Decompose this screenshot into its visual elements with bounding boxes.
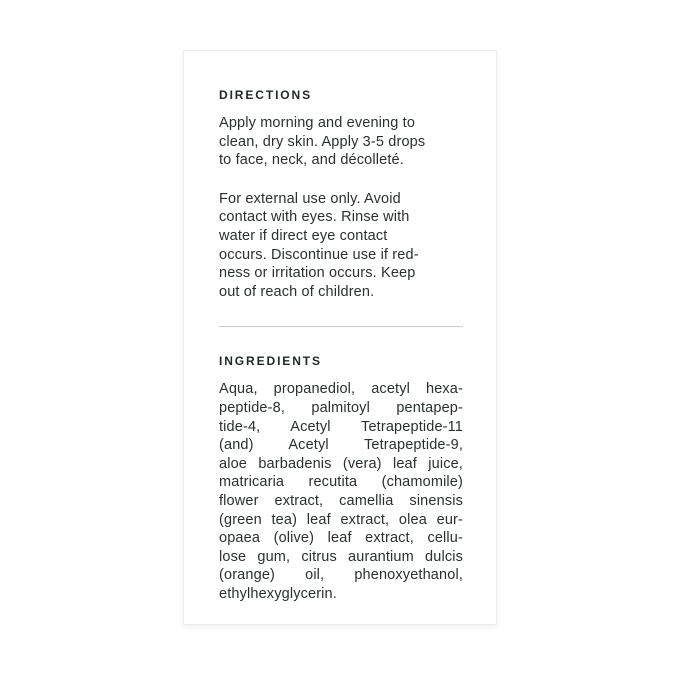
directions-section xyxy=(219,88,463,301)
text-line: (and) Acetyl Tetrapeptide-9, xyxy=(219,437,463,454)
text-line: out of reach of children. xyxy=(219,283,375,300)
text-line: matricaria recutita (chamomile) xyxy=(219,474,463,491)
text-line: Apply morning and evening to xyxy=(219,115,416,131)
text-line: (green tea) leaf extract, olea eur- xyxy=(219,511,463,528)
directions-heading: DIRECTIONS xyxy=(219,88,313,102)
text-line: water if direct eye contact xyxy=(219,227,388,244)
text-line: For external use only. Avoid xyxy=(219,190,401,207)
text-line: (orange) oil, phenoxyethanol, xyxy=(219,567,463,584)
text-line: aloe barbadenis (vera) leaf juice, xyxy=(219,455,463,472)
text-line: opaea (olive) leaf extract, cellu- xyxy=(219,530,463,547)
text-line: occurs. Discontinue use if red- xyxy=(219,246,419,263)
text-line: flower extract, camellia sinensis xyxy=(219,492,463,509)
text-line: Aqua, propanediol, acetyl hexa- xyxy=(219,381,463,398)
text-line: clean, dry skin. Apply 3-5 drops xyxy=(219,133,426,150)
product-label-card xyxy=(183,50,497,625)
ingredients-heading: INGREDIENTS xyxy=(219,354,322,369)
text-line: to face, neck, and décolleté. xyxy=(219,152,404,169)
text-line: ness or irritation occurs. Keep xyxy=(219,265,416,282)
text-line: contact with eyes. Rinse with xyxy=(219,209,410,226)
ingredients-paragraph xyxy=(219,380,463,603)
section-divider xyxy=(219,326,463,327)
text-line: tide-4, Acetyl Tetrapeptide-11 xyxy=(219,418,463,435)
ingredients-section xyxy=(219,354,463,603)
text-line: lose gum, citrus aurantium dulcis xyxy=(219,548,463,565)
directions-paragraph-warnings xyxy=(219,190,463,302)
directions-paragraph-usage xyxy=(219,114,463,170)
text-line: peptide-8, palmitoyl pentapep- xyxy=(219,399,463,416)
text-line: ethylhexyglycerin. xyxy=(219,585,337,602)
